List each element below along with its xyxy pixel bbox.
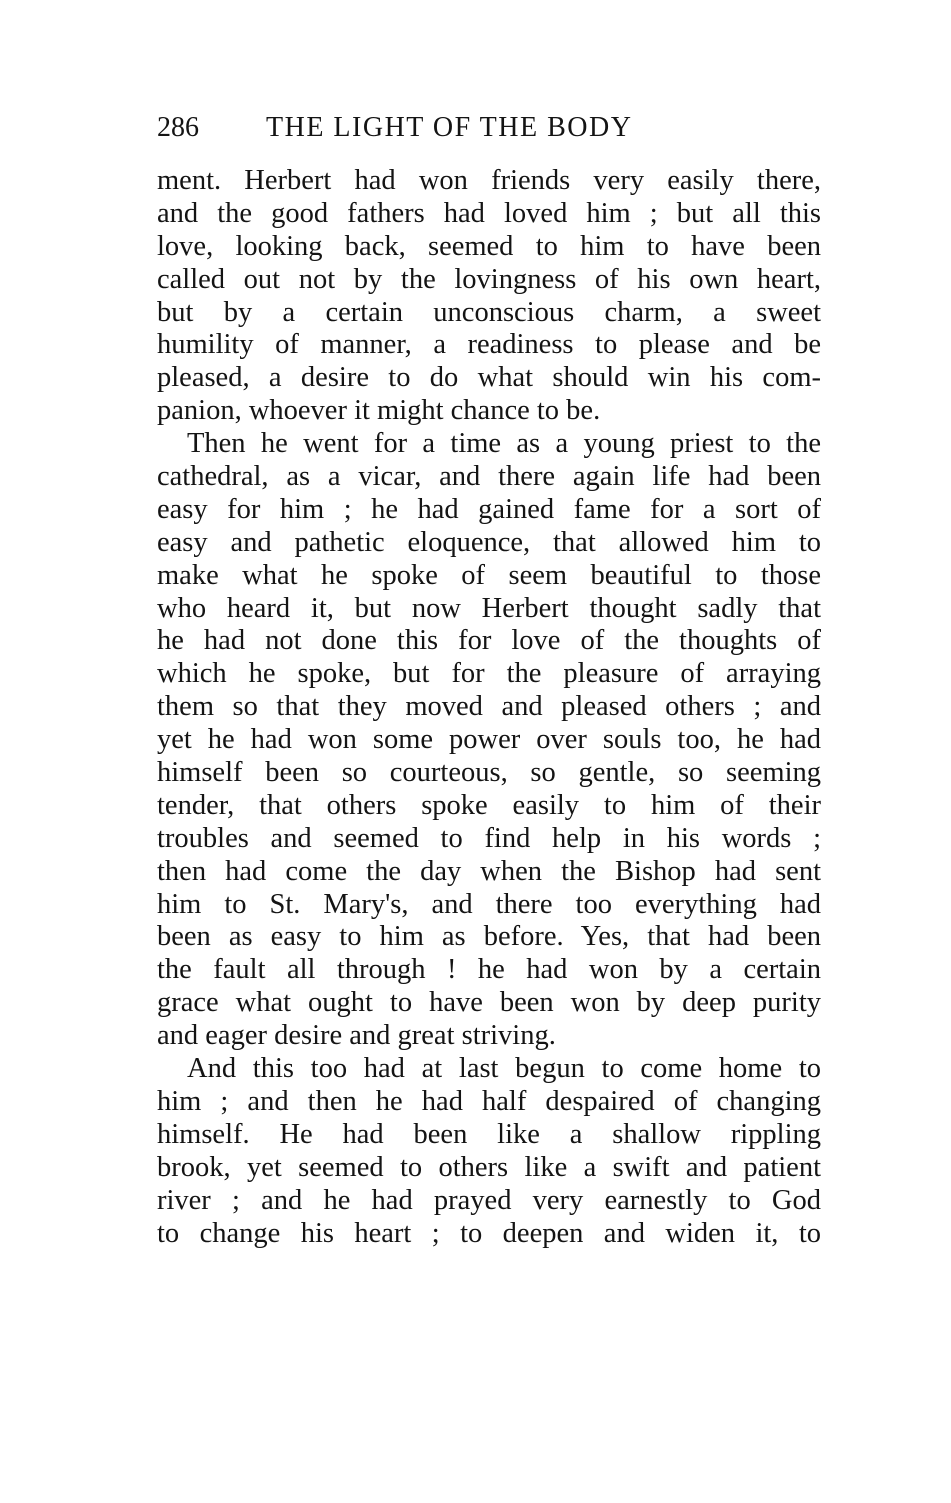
text-line: him to St. Mary's, and there too everything had (157, 888, 821, 920)
text-line: them so that they moved and pleased others ; and (157, 691, 821, 723)
text-line: and eager desire and great striving. (157, 1020, 556, 1052)
running-title: THE LIGHT OF THE BODY (266, 112, 633, 143)
paragraph-3 (157, 1053, 821, 1250)
text-line: to change his heart ; to deepen and widen it, to (157, 1217, 821, 1249)
text-line: river ; and he had prayed very earnestly to God (157, 1184, 821, 1216)
body-text (157, 165, 821, 1250)
text-line: himself. He had been like a shallow rippling (157, 1118, 821, 1150)
text-line: called out not by the lovingness of his own heart, (157, 263, 821, 295)
text-line: ment. Herbert had won friends very easily there, (157, 165, 821, 196)
text-line: Then he went for a time as a young priest to the (187, 428, 821, 460)
text-line: and the good fathers had loved him ; but all this (157, 197, 821, 229)
text-line: but by a certain unconscious charm, a sweet (157, 296, 821, 328)
text-line: humility of manner, a readiness to please and be (157, 329, 821, 361)
page-number: 286 (157, 112, 199, 143)
text-line: cathedral, as a vicar, and there again life had been (157, 461, 821, 493)
running-head (157, 110, 821, 146)
text-line: pleased, a desire to do what should win his com- (157, 362, 821, 394)
text-line: which he spoke, but for the pleasure of arraying (157, 658, 821, 690)
text-line: make what he spoke of seem beautiful to those (157, 559, 821, 591)
text-line: the fault all through ! he had won by a certain (157, 954, 821, 986)
text-line: panion, whoever it might chance to be. (157, 395, 601, 427)
text-line: grace what ought to have been won by deep purity (157, 987, 821, 1019)
paragraph-1 (157, 165, 821, 428)
text-line: himself been so courteous, so gentle, so seeming (157, 757, 821, 789)
text-line: And this too had at last begun to come home to (187, 1053, 821, 1085)
text-line: him ; and then he had half despaired of changing (157, 1085, 821, 1117)
text-line: then had come the day when the Bishop had sent (157, 855, 821, 887)
text-line: tender, that others spoke easily to him of their (157, 789, 821, 821)
text-line: been as easy to him as before. Yes, that had been (157, 921, 821, 953)
text-line: he had not done this for love of the thoughts of (157, 625, 821, 657)
text-line: brook, yet seemed to others like a swift and patient (157, 1151, 821, 1183)
text-line: easy and pathetic eloquence, that allowed him to (157, 526, 821, 558)
text-line: easy for him ; he had gained fame for a sort of (157, 493, 821, 525)
text-line: yet he had won some power over souls too, he had (157, 724, 821, 756)
text-line: troubles and seemed to find help in his words ; (157, 822, 821, 854)
text-line: who heard it, but now Herbert thought sadly that (157, 592, 821, 624)
paragraph-2 (157, 428, 821, 1053)
text-line: love, looking back, seemed to him to have been (157, 230, 821, 262)
